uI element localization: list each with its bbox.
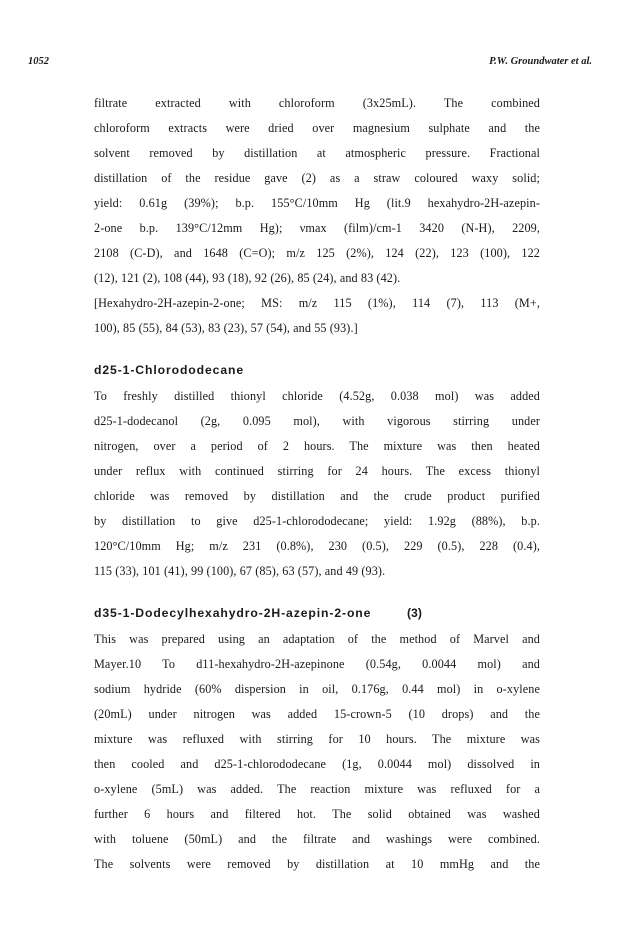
body-line: filtrate extracted with chloroform (3x25mL). The combined bbox=[94, 96, 540, 110]
body-line: by distillation to give d25-1-chlorododecane; yield: 1.92g (88%), b.p. bbox=[94, 514, 540, 528]
body-line: (12), 121 (2), 108 (44), 93 (18), 92 (26), 85 (24), and 83 (42). bbox=[94, 271, 401, 285]
body-line: o-xylene (5mL) was added. The reaction mixture was refluxed for a bbox=[94, 782, 540, 796]
body-line: further 6 hours and filtered hot. The solid obtained was washed bbox=[94, 807, 540, 821]
body-line: The solvents were removed by distillation at 10 mmHg and the bbox=[94, 857, 540, 871]
body-line: distillation of the residue gave (2) as a straw coloured waxy solid; bbox=[94, 171, 540, 185]
body-line: (20mL) under nitrogen was added 15-crown-5 (10 drops) and the bbox=[94, 707, 540, 721]
body-line: sodium hydride (60% dispersion in oil, 0.176g, 0.44 mol) in o-xylene bbox=[94, 682, 540, 696]
body-line: 115 (33), 101 (41), 99 (100), 67 (85), 63 (57), and 49 (93). bbox=[94, 564, 386, 578]
section-heading-dodecylazepinone: d35-1-Dodecylhexahydro-2H-azepin-2-one bbox=[94, 606, 372, 620]
body-line: yield: 0.61g (39%); b.p. 155°C/10mm Hg (lit.9 hexahydro-2H-azepin- bbox=[94, 196, 540, 210]
body-line: under reflux with continued stirring for 24 hours. The excess thionyl bbox=[94, 464, 540, 478]
page-number: 1052 bbox=[28, 56, 49, 67]
body-line: 2108 (C-D), and 1648 (C=O); m/z 125 (2%), 124 (22), 123 (100), 122 bbox=[94, 246, 540, 260]
body-line: then cooled and d25-1-chlorododecane (1g, 0.0044 mol) dissolved in bbox=[94, 757, 540, 771]
section-heading-chlorododecane: d25-1-Chlorododecane bbox=[94, 363, 245, 377]
body-line: chloride was removed by distillation and the crude product purified bbox=[94, 489, 540, 503]
body-line: mixture was refluxed with stirring for 10 hours. The mixture was bbox=[94, 732, 540, 746]
body-line: chloroform extracts were dried over magnesium sulphate and the bbox=[94, 121, 540, 135]
compound-number: (3) bbox=[407, 606, 422, 620]
running-author: P.W. Groundwater et al. bbox=[489, 56, 592, 67]
body-line: 120°C/10mm Hg; m/z 231 (0.8%), 230 (0.5), 229 (0.5), 228 (0.4), bbox=[94, 539, 540, 553]
body-line: Mayer.10 To d11-hexahydro-2H-azepinone (0.54g, 0.0044 mol) and bbox=[94, 657, 540, 671]
body-line: This was prepared using an adaptation of the method of Marvel and bbox=[94, 632, 540, 646]
body-line: 2-one b.p. 139°C/12mm Hg); νmax (film)/cm-1 3420 (N-H), 2209, bbox=[94, 221, 540, 235]
body-line: To freshly distilled thionyl chloride (4.52g, 0.038 mol) was added bbox=[94, 389, 540, 403]
body-line: solvent removed by distillation at atmospheric pressure. Fractional bbox=[94, 146, 540, 160]
body-line: [Hexahydro-2H-azepin-2-one; MS: m/z 115 (1%), 114 (7), 113 (M+, bbox=[94, 296, 540, 310]
body-line: with toluene (50mL) and the filtrate and washings were combined. bbox=[94, 832, 540, 846]
body-line: d25-1-dodecanol (2g, 0.095 mol), with vigorous stirring under bbox=[94, 414, 540, 428]
body-line: nitrogen, over a period of 2 hours. The mixture was then heated bbox=[94, 439, 540, 453]
body-line: 100), 85 (55), 84 (53), 83 (23), 57 (54), and 55 (93).] bbox=[94, 321, 358, 335]
